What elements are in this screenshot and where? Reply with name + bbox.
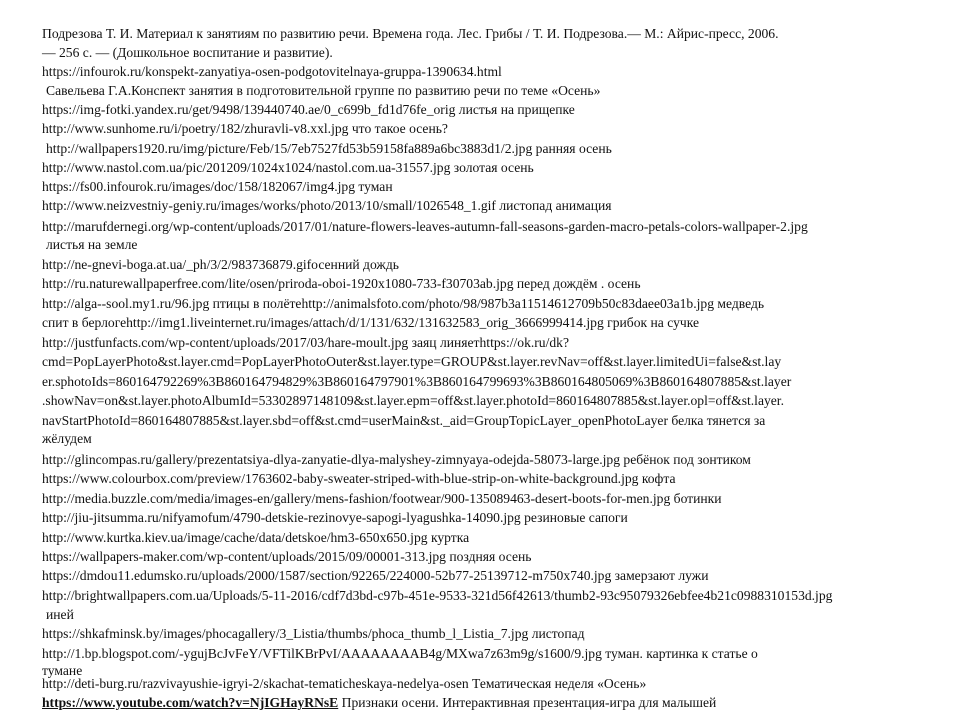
reference-link[interactable]: er.sphotoIds=860164792269%3B860164794829%3B860164797901%3B860164799693%3B860164805069%3B860164807885&st.layer xyxy=(42,374,792,389)
reference-link[interactable]: cmd=PopLayerPhoto&st.layer.cmd=PopLayerPhotoOuter&st.layer.type=GROUP&st.layer.revNav=off&st.layer.limitedUi=false&st.lay xyxy=(42,354,782,369)
reference-line: жёлудем xyxy=(42,431,92,446)
reference-link[interactable]: http://alga--sool.my1.ru/96.jpg птицы в полётеhttp://animalsfoto.com/photo/98/987b3a11514612709b50c83daee03a1b.jpg медведь xyxy=(42,296,765,311)
reference-link[interactable]: https://wallpapers-maker.com/wp-content/uploads/2015/09/00001-313.jpg поздняя осень xyxy=(42,549,532,564)
reference-link[interactable]: https://fs00.infourok.ru/images/doc/158/182067/img4.jpg туман xyxy=(42,179,393,194)
reference-link[interactable]: http://www.sunhome.ru/i/poetry/182/zhuravli-v8.xxl.jpg что такое осень? xyxy=(42,121,448,136)
reference-link[interactable]: http://marufdernegi.org/wp-content/uploads/2017/01/nature-flowers-leaves-autumn-fall-seasons-garden-macro-petals-colors-wallpaper-2.jpg xyxy=(42,219,808,234)
reference-line: листья на земле xyxy=(46,237,138,252)
reference-link[interactable]: http://deti-burg.ru/razvivayushie-igryi-2/skachat-tematicheskaya-nedelya-osen Тематическая неделя «Осень» xyxy=(42,676,647,691)
reference-line: иней xyxy=(46,607,74,622)
youtube-reference xyxy=(42,694,716,712)
reference-link[interactable]: http://jiu-jitsumma.ru/nifyamofum/4790-detskie-rezinovye-sapogi-lyagushka-14090.jpg резиновые сапоги xyxy=(42,510,628,525)
reference-link[interactable]: http://www.neizvestniy-geniy.ru/images/works/photo/2013/10/small/1026548_1.gif листопад анимация xyxy=(42,198,612,213)
reference-link[interactable]: http://glincompas.ru/gallery/prezentatsiya-dlya-zanyatie-dlya-malyshey-zimnyaya-odejda-58073-large.jpg ребёнок под зонтиком xyxy=(42,452,751,467)
reference-link[interactable]: https://www.colourbox.com/preview/1763602-baby-sweater-striped-with-blue-strip-on-white-background.jpg кофта xyxy=(42,471,676,486)
reference-link[interactable]: navStartPhotoId=860164807885&st.layer.sbd=off&st.cmd=userMain&st._aid=GroupTopicLayer_openPhotoLayer белка тянется за xyxy=(42,413,766,428)
reference-link[interactable]: http://www.kurtka.kiev.ua/image/cache/data/detskoe/hm3-650x650.jpg куртка xyxy=(42,530,470,545)
reference-link[interactable]: спит в берлогеhttp://img1.liveinternet.ru/images/attach/d/1/131/632/131632583_orig_3666999414.jpg грибок на сучке xyxy=(42,315,700,330)
reference-link[interactable]: http://wallpapers1920.ru/img/picture/Feb/15/7eb7527fd53b59158fa889a6bc3883d1/2.jpg ранняя осень xyxy=(46,141,612,156)
reference-line: Савельева Г.А.Конспект занятия в подготовительной группе по развитию речи по теме «Осень» xyxy=(46,83,601,98)
reference-link[interactable]: http://brightwallpapers.com.ua/Uploads/5-11-2016/cdf7d3bd-c97b-451e-9533-321d56f42613/thumb2-93c95079326ebfee4b21c0988310153d.jpg xyxy=(42,588,833,603)
reference-link[interactable]: .showNav=on&st.layer.photoAlbumId=53302897148109&st.layer.epm=off&st.layer.photoId=860164807885&st.layer.opl=off&st.layer. xyxy=(42,393,784,408)
reference-link[interactable]: http://1.bp.blogspot.com/-ygujBcJvFeY/VFTilKBrPvI/AAAAAAAAB4g/MXwa7z63m9g/s1600/9.jpg туман. картинка к статье о xyxy=(42,646,758,661)
reference-link[interactable]: http://ne-gnevi-boga.at.ua/_ph/3/2/983736879.gifосенний дождь xyxy=(42,257,399,272)
youtube-caption: Признаки осени. Интерактивная презентация-игра для малышей xyxy=(338,695,717,710)
reference-line: — 256 с. — (Дошкольное воспитание и развитие). xyxy=(42,45,333,60)
reference-link[interactable]: http://justfunfacts.com/wp-content/uploads/2017/03/hare-moult.jpg заяц линяетhttps://ok.ru/dk? xyxy=(42,335,569,350)
reference-link[interactable]: http://www.nastol.com.ua/pic/201209/1024x1024/nastol.com.ua-31557.jpg золотая осень xyxy=(42,160,534,175)
reference-line: тумане xyxy=(42,663,83,678)
reference-link[interactable]: https://dmdou11.edumsko.ru/uploads/2000/1587/section/92265/224000-52b77-25139712-m750x740.jpg замерзают лужи xyxy=(42,568,709,583)
reference-link[interactable]: https://infourok.ru/konspekt-zanyatiya-osen-podgotovitelnaya-gruppa-1390634.html xyxy=(42,64,502,79)
reference-link[interactable]: https://shkafminsk.by/images/phocagallery/3_Listia/thumbs/phoca_thumb_l_Listia_7.jpg листопад xyxy=(42,626,585,641)
reference-link[interactable]: http://media.buzzle.com/media/images-en/gallery/mens-fashion/footwear/900-135089463-desert-boots-for-men.jpg ботинки xyxy=(42,491,722,506)
reference-link[interactable]: https://img-fotki.yandex.ru/get/9498/139440740.ae/0_c699b_fd1d76fe_orig листья на прищепке xyxy=(42,102,575,117)
reference-line: Подрезова Т. И. Материал к занятиям по развитию речи. Времена года. Лес. Грибы / Т. И. Подрезова.— М.: Айрис-пресс, 2006. xyxy=(42,26,779,41)
reference-link[interactable]: http://ru.naturewallpaperfree.com/lite/osen/priroda-oboi-1920x1080-733-f30703ab.jpg перед дождём . осень xyxy=(42,276,641,291)
youtube-link[interactable]: https://www.youtube.com/watch?v=NjIGHayRNsE xyxy=(42,695,339,710)
